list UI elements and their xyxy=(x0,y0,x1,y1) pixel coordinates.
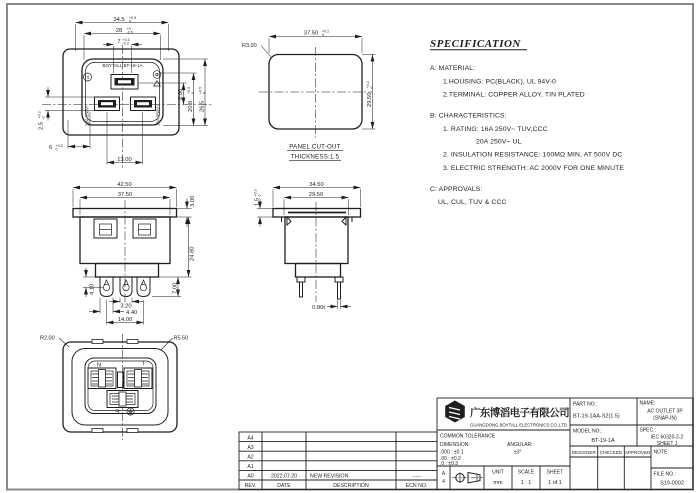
terminal-neutral xyxy=(88,368,116,389)
dim-front-hpitch: 13.00 xyxy=(117,156,132,163)
title-block xyxy=(437,398,693,490)
ul-mark-text: UL xyxy=(85,74,90,80)
angular-value: ±3° xyxy=(514,449,522,456)
rev-header-rev: REV. xyxy=(244,483,257,490)
dim-back-radius-inner: R5.50 xyxy=(173,335,189,342)
spec-value-line1: IEC 60320-2-2 xyxy=(650,434,684,441)
earth-slot xyxy=(111,75,138,90)
brand-text: BOYTALL BT-19-1A xyxy=(102,63,143,68)
dim-front-slot-length: 6 xyxy=(49,145,53,151)
dim-side-flange-width: 42.50 xyxy=(117,181,132,188)
dim-side-terminal-length: 7.00 xyxy=(172,282,179,294)
dim-front-slot-width-sup: +0.3 xyxy=(122,37,130,42)
dim-front-width-inner: 28 xyxy=(115,27,123,34)
spec-title: SPECIFICATION xyxy=(430,38,521,50)
ul-mark-icon xyxy=(84,73,92,81)
dim-front-vpitch: 8.00 xyxy=(178,88,184,100)
dim-front-width-outer-sub: 0 xyxy=(129,19,131,24)
dim-front-slot-width: 7 xyxy=(117,38,121,45)
spec-value-line2: SHEET J xyxy=(656,440,678,447)
sheet-label: SHEET xyxy=(546,469,564,476)
rev-row-a1: A1 xyxy=(247,464,254,471)
dim-front-height-inner-sup: +0.5 xyxy=(186,86,191,94)
dim-front-slot-length-sub: 0 xyxy=(55,147,58,152)
dim-front-slot-offset: 2.5 xyxy=(38,121,45,130)
dim-front-width-outer: 34.5 xyxy=(113,16,125,23)
terminal-earth xyxy=(107,391,138,408)
specification xyxy=(430,38,624,206)
rev-row-a4: A4 xyxy=(247,435,254,442)
dim-front-width-inner-sub: -0.5 xyxy=(126,30,133,35)
file-no-label: FILE NO.: xyxy=(653,471,676,478)
note-label: NOTE: xyxy=(653,449,669,456)
scale-label: SCALE xyxy=(517,469,535,476)
front-view xyxy=(37,16,212,168)
terminal-live xyxy=(124,368,152,389)
dim-front-height-outer: 26.5 xyxy=(199,100,206,112)
side-view xyxy=(73,182,196,325)
dim-rot-flange-thickness-sub: 0 xyxy=(257,194,262,197)
company-name-en: GUANGDONG BOYTALL ELECTRONICS CO.,LTD xyxy=(470,422,567,428)
rev-date: 2022.07.20 xyxy=(271,473,297,480)
tolerance-row-1: .000 : ±0.1 xyxy=(440,449,464,456)
dim-front-width-outer-sup: +0.5 xyxy=(129,15,137,20)
projection-symbol-icon xyxy=(452,472,483,483)
dim-front-height-outer-sub: 0 xyxy=(202,92,207,94)
spec-line-rating1: 1. RATING: 16A 250V~ TUV,CCC xyxy=(443,126,548,133)
dim-front-width-inner-sup: +0 xyxy=(126,26,131,31)
latch-hook-right xyxy=(342,217,346,225)
part-no-label: PART NO.: xyxy=(573,401,598,408)
scale-value: 1 : 1 xyxy=(520,480,532,486)
spec-line-insulation: 2. INSULATION RESISTANCE: 100MΩ MIN, AT 500V DC xyxy=(443,151,623,159)
rev-description: NEW REVISION xyxy=(310,473,349,480)
panel-cutout-view xyxy=(242,30,376,161)
dim-front-slot-length-sup: +0.5 xyxy=(55,143,63,148)
dim-side-terminal-width-outer: 4.40 xyxy=(126,310,138,316)
left-rating-text: 20A 250V~ xyxy=(84,104,90,126)
panel-cutout-label: PANEL CUT-OUT xyxy=(289,143,341,151)
part-no-value: BT-19-1AA-S2(1.5) xyxy=(573,413,620,420)
spec-line-approvals: C: APPROVALS: xyxy=(430,186,483,193)
dim-side-hole-offset: 4.10 xyxy=(89,283,96,295)
back-view xyxy=(40,334,188,440)
dim-front-height-inner: 20.8 xyxy=(188,100,194,112)
dim-cutout-width: 37.50 xyxy=(303,30,319,37)
dimension-label: DIMENSION: xyxy=(440,442,470,448)
dim-rot-flange-width: 34.50 xyxy=(309,181,324,188)
terminal-label-live: L xyxy=(140,359,145,365)
unit-label: UNIT xyxy=(492,469,504,476)
panel-thickness-label: THICKNESS:1.5 xyxy=(290,153,340,161)
dim-cutout-width-sup: +0.2 xyxy=(322,29,330,34)
dim-side-flange-thickness: 3.00 xyxy=(190,195,196,207)
name-value-line2: (SNAP-IN) xyxy=(653,415,677,422)
dim-cutout-radius: R3.00 xyxy=(242,43,257,49)
rev-row-a3: A3 xyxy=(247,444,254,451)
model-no-value: BT-19-1A xyxy=(591,438,615,444)
dim-side-terminal-width-center: 3.20 xyxy=(120,303,132,310)
dim-cutout-height-sup: +0.2 xyxy=(365,81,370,89)
file-no-value: S19-0002 xyxy=(660,480,684,487)
dim-cutout-width-sub: 0 xyxy=(322,33,324,38)
angular-label: ANGULAR: xyxy=(507,442,533,448)
terminal-label-earth: E xyxy=(115,407,119,414)
dim-front-slot-offset-sup: +0.3 xyxy=(37,111,42,119)
dim-rot-flange-thickness-sup: +0.3 xyxy=(253,189,258,197)
tolerance-row-3: .0 : ±0.3 xyxy=(440,461,459,467)
rev-row-a0: A0 xyxy=(247,473,254,480)
rev-ecn: ----- xyxy=(412,473,421,480)
dim-rot-flange-thickness: 1.5 xyxy=(254,197,261,206)
dim-rot-body-width: 29.50 xyxy=(308,191,324,198)
dim-front-height-outer-sup: +0.5 xyxy=(198,86,203,94)
rev-header-description: DESCRIPTION xyxy=(333,483,369,490)
model-no-label: MODEL NO.: xyxy=(573,428,603,435)
rev-row-a2: A2 xyxy=(247,454,254,461)
terminal-label-neutral: N xyxy=(96,362,102,369)
latch-hook-left xyxy=(287,217,291,225)
side-latch-left xyxy=(94,219,117,238)
spec-line-characteristics: B: CHARACTERISTICS: xyxy=(430,112,507,120)
name-value-line1: AC OUTLET 3P xyxy=(647,408,683,415)
rev-header-ecn: ECN NO. xyxy=(405,483,428,490)
side-latch-right xyxy=(133,219,156,238)
neutral-slot xyxy=(95,97,120,111)
paper-size-number: 4 xyxy=(442,479,445,485)
spec-line-approvals-list: UL, CUL, TUV & CCC xyxy=(438,199,507,206)
dim-front-slot-width-sub: -0.3 xyxy=(122,41,129,46)
spec-line-strength: 3. ELECTRIC STRENGTH: AC 2000V FOR ONE MINUTE xyxy=(443,165,625,172)
dim-back-radius-outer: R2.00 xyxy=(40,335,55,342)
dim-front-height-inner-sub: 0 xyxy=(191,92,196,94)
spec-line-material: A: MATERIAL: xyxy=(430,65,476,72)
side-view-rotated xyxy=(253,182,360,311)
rev-header-date: DATE xyxy=(277,483,291,490)
live-slot xyxy=(131,97,156,111)
spec-line-terminal: 2.TERMINAL: COPPER ALLOY, TIN PLATED xyxy=(443,91,585,99)
designer-label: DESIGNER xyxy=(571,449,596,455)
name-label: NAME: xyxy=(639,400,656,407)
ground-icon xyxy=(127,408,134,415)
dim-side-body-width: 37.50 xyxy=(117,191,133,198)
paper-size-letter: A xyxy=(441,471,446,477)
dim-front-slot-offset-sub: 0 xyxy=(41,116,46,119)
spec-label: SPEC.: xyxy=(639,427,656,434)
dim-cutout-height-sub: 0 xyxy=(370,86,375,89)
right-rating-text: 16A 250V~ xyxy=(155,104,161,126)
sheet-value: 1 of 1 xyxy=(548,480,562,486)
dim-cutout-height: 29.50 xyxy=(367,92,373,107)
company-logo-icon xyxy=(445,401,465,423)
tolerance-row-2: .00 : ±0.2 xyxy=(440,455,461,462)
unit-value: mm xyxy=(493,480,503,486)
revision-table xyxy=(239,432,437,490)
spec-line-housing: 1.HOUSING: PC(BLACK), UL 94V-0 xyxy=(443,78,556,86)
checked-label: CHECKED xyxy=(599,449,623,455)
dim-rot-pin-thickness: 0.80t xyxy=(312,304,325,311)
dim-side-terminal-pitch: 14.00 xyxy=(117,316,133,323)
spec-line-rating2: 20A 250V~ UL xyxy=(476,138,522,146)
common-tolerance-label: COMMON TOLERANCE xyxy=(440,433,496,440)
approved-label: APPROVED xyxy=(624,449,651,455)
company-name-cn: 广东博滔电子有限公司 xyxy=(470,407,569,419)
dim-side-body-height: 24.80 xyxy=(189,246,196,261)
